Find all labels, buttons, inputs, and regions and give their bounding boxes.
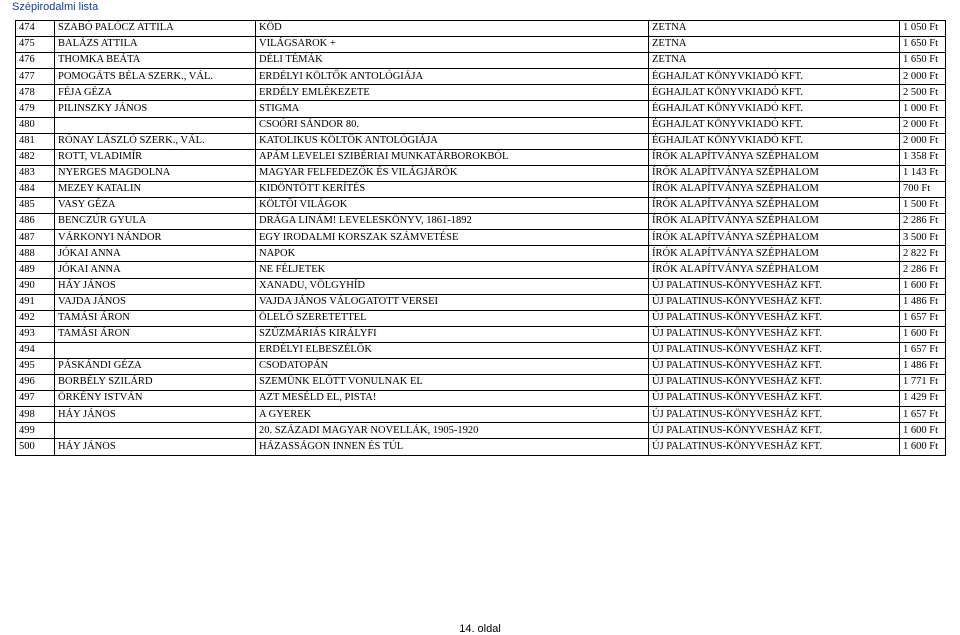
- title-cell: A GYEREK: [256, 407, 649, 423]
- table-row: [16, 101, 946, 117]
- price-cell: 1 657 Ft: [900, 407, 946, 423]
- document-header-title: Szépirodalmi lista: [12, 1, 99, 13]
- title-cell: VILÁGSAROK +: [256, 37, 649, 53]
- table-row: [16, 278, 946, 294]
- author-cell: [55, 342, 256, 358]
- title-cell: 20. SZÁZADI MAGYAR NOVELLÁK, 1905-1920: [256, 423, 649, 439]
- price-cell: 1 650 Ft: [900, 53, 946, 69]
- table-row: [16, 21, 946, 37]
- author-cell: VAJDA JÁNOS: [55, 294, 256, 310]
- row-number-cell: 476: [16, 53, 55, 69]
- publisher-cell: ÍRÓK ALAPÍTVÁNYA SZÉPHALOM: [649, 262, 900, 278]
- publisher-cell: ÍRÓK ALAPÍTVÁNYA SZÉPHALOM: [649, 165, 900, 181]
- price-cell: 1 600 Ft: [900, 423, 946, 439]
- table-row: [16, 342, 946, 358]
- row-number-cell: 480: [16, 117, 55, 133]
- author-cell: MEZEY KATALIN: [55, 181, 256, 197]
- author-cell: BALÁZS ATTILA: [55, 37, 256, 53]
- table-row: [16, 246, 946, 262]
- row-number-cell: 497: [16, 391, 55, 407]
- price-cell: 1 358 Ft: [900, 149, 946, 165]
- page-number: 14. oldal: [459, 623, 501, 635]
- publisher-cell: ZETNA: [649, 53, 900, 69]
- row-number-cell: 495: [16, 358, 55, 374]
- price-cell: 700 Ft: [900, 181, 946, 197]
- price-cell: 1 486 Ft: [900, 358, 946, 374]
- price-cell: 2 000 Ft: [900, 117, 946, 133]
- row-number-cell: 496: [16, 375, 55, 391]
- title-cell: MAGYAR FELFEDEZŐK ÉS VILÁGJÁRÓK: [256, 165, 649, 181]
- price-cell: 2 500 Ft: [900, 85, 946, 101]
- row-number-cell: 481: [16, 133, 55, 149]
- table-row: [16, 53, 946, 69]
- table-row: [16, 391, 946, 407]
- author-cell: THOMKA BEÁTA: [55, 53, 256, 69]
- author-cell: ROTT, VLADIMÍR: [55, 149, 256, 165]
- row-number-cell: 493: [16, 326, 55, 342]
- price-cell: 2 822 Ft: [900, 246, 946, 262]
- publisher-cell: ÚJ PALATINUS-KÖNYVESHÁZ KFT.: [649, 439, 900, 455]
- row-number-cell: 478: [16, 85, 55, 101]
- table-row: [16, 214, 946, 230]
- row-number-cell: 477: [16, 69, 55, 85]
- title-cell: KATOLIKUS KÖLTŐK ANTOLÓGIÁJA: [256, 133, 649, 149]
- row-number-cell: 487: [16, 230, 55, 246]
- price-cell: 2 000 Ft: [900, 69, 946, 85]
- title-cell: XANADU, VÖLGYHÍD: [256, 278, 649, 294]
- publisher-cell: ÚJ PALATINUS-KÖNYVESHÁZ KFT.: [649, 375, 900, 391]
- title-cell: NE FÉLJETEK: [256, 262, 649, 278]
- table-row: [16, 294, 946, 310]
- author-cell: HÁY JÁNOS: [55, 439, 256, 455]
- title-cell: SZŰZMÁRIÁS KIRÁLYFI: [256, 326, 649, 342]
- author-cell: BORBÉLY SZILÁRD: [55, 375, 256, 391]
- author-cell: JÓKAI ANNA: [55, 246, 256, 262]
- title-cell: ÖLELŐ SZERETETTEL: [256, 310, 649, 326]
- title-cell: APÁM LEVELEI SZIBÉRIAI MUNKATÁRBOROKBÓL: [256, 149, 649, 165]
- book-catalog-table: [15, 20, 946, 456]
- price-cell: 1 500 Ft: [900, 198, 946, 214]
- price-cell: 2 286 Ft: [900, 262, 946, 278]
- price-cell: 1 429 Ft: [900, 391, 946, 407]
- row-number-cell: 500: [16, 439, 55, 455]
- price-cell: 1 600 Ft: [900, 439, 946, 455]
- table-row: [16, 165, 946, 181]
- price-cell: 1 050 Ft: [900, 21, 946, 37]
- price-cell: 1 600 Ft: [900, 326, 946, 342]
- table-row: [16, 230, 946, 246]
- table-row: [16, 133, 946, 149]
- title-cell: ERDÉLY EMLÉKEZETE: [256, 85, 649, 101]
- publisher-cell: ÍRÓK ALAPÍTVÁNYA SZÉPHALOM: [649, 181, 900, 197]
- table-row: [16, 181, 946, 197]
- title-cell: KIDÖNTÖTT KERÍTÉS: [256, 181, 649, 197]
- title-cell: KÖD: [256, 21, 649, 37]
- title-cell: DRÁGA LINÁM! LEVELESKÖNYV, 1861-1892: [256, 214, 649, 230]
- table-row: [16, 117, 946, 133]
- price-cell: 3 500 Ft: [900, 230, 946, 246]
- title-cell: CSODATOPÁN: [256, 358, 649, 374]
- price-cell: 1 600 Ft: [900, 278, 946, 294]
- author-cell: ÖRKÉNY ISTVÁN: [55, 391, 256, 407]
- author-cell: FÉJA GÉZA: [55, 85, 256, 101]
- author-cell: TAMÁSI ÁRON: [55, 326, 256, 342]
- catalog-body: [16, 21, 946, 456]
- title-cell: SZEMÜNK ELŐTT VONULNAK EL: [256, 375, 649, 391]
- author-cell: POMOGÁTS BÉLA SZERK., VÁL.: [55, 69, 256, 85]
- publisher-cell: ÍRÓK ALAPÍTVÁNYA SZÉPHALOM: [649, 246, 900, 262]
- row-number-cell: 490: [16, 278, 55, 294]
- author-cell: TAMÁSI ÁRON: [55, 310, 256, 326]
- row-number-cell: 475: [16, 37, 55, 53]
- table-row: [16, 69, 946, 85]
- publisher-cell: ÚJ PALATINUS-KÖNYVESHÁZ KFT.: [649, 423, 900, 439]
- author-cell: [55, 423, 256, 439]
- title-cell: CSOÓRI SÁNDOR 80.: [256, 117, 649, 133]
- row-number-cell: 488: [16, 246, 55, 262]
- publisher-cell: ÉGHAJLAT KÖNYVKIADÓ KFT.: [649, 85, 900, 101]
- row-number-cell: 498: [16, 407, 55, 423]
- author-cell: BENCZÚR GYULA: [55, 214, 256, 230]
- publisher-cell: ÚJ PALATINUS-KÖNYVESHÁZ KFT.: [649, 294, 900, 310]
- price-cell: 1 143 Ft: [900, 165, 946, 181]
- publisher-cell: ÉGHAJLAT KÖNYVKIADÓ KFT.: [649, 133, 900, 149]
- publisher-cell: ÚJ PALATINUS-KÖNYVESHÁZ KFT.: [649, 407, 900, 423]
- row-number-cell: 483: [16, 165, 55, 181]
- table-row: [16, 326, 946, 342]
- row-number-cell: 482: [16, 149, 55, 165]
- table-row: [16, 149, 946, 165]
- author-cell: [55, 117, 256, 133]
- publisher-cell: ÍRÓK ALAPÍTVÁNYA SZÉPHALOM: [649, 214, 900, 230]
- row-number-cell: 492: [16, 310, 55, 326]
- table-row: [16, 358, 946, 374]
- author-cell: JÓKAI ANNA: [55, 262, 256, 278]
- price-cell: 1 650 Ft: [900, 37, 946, 53]
- table-row: [16, 439, 946, 455]
- row-number-cell: 494: [16, 342, 55, 358]
- author-cell: HÁY JÁNOS: [55, 278, 256, 294]
- publisher-cell: ÚJ PALATINUS-KÖNYVESHÁZ KFT.: [649, 278, 900, 294]
- publisher-cell: ÚJ PALATINUS-KÖNYVESHÁZ KFT.: [649, 358, 900, 374]
- publisher-cell: ÉGHAJLAT KÖNYVKIADÓ KFT.: [649, 101, 900, 117]
- author-cell: PILINSZKY JÁNOS: [55, 101, 256, 117]
- publisher-cell: ÍRÓK ALAPÍTVÁNYA SZÉPHALOM: [649, 230, 900, 246]
- author-cell: NYERGES MAGDOLNA: [55, 165, 256, 181]
- table-row: [16, 407, 946, 423]
- table-row: [16, 423, 946, 439]
- row-number-cell: 491: [16, 294, 55, 310]
- publisher-cell: ÍRÓK ALAPÍTVÁNYA SZÉPHALOM: [649, 198, 900, 214]
- price-cell: 1 000 Ft: [900, 101, 946, 117]
- title-cell: ERDÉLYI ELBESZÉLŐK: [256, 342, 649, 358]
- row-number-cell: 499: [16, 423, 55, 439]
- price-cell: 1 771 Ft: [900, 375, 946, 391]
- table-row: [16, 310, 946, 326]
- publisher-cell: ÚJ PALATINUS-KÖNYVESHÁZ KFT.: [649, 310, 900, 326]
- title-cell: NAPOK: [256, 246, 649, 262]
- publisher-cell: ÚJ PALATINUS-KÖNYVESHÁZ KFT.: [649, 326, 900, 342]
- author-cell: HÁY JÁNOS: [55, 407, 256, 423]
- price-cell: 1 486 Ft: [900, 294, 946, 310]
- table-row: [16, 262, 946, 278]
- table-row: [16, 375, 946, 391]
- title-cell: EGY IRODALMI KORSZAK SZÁMVETÉSE: [256, 230, 649, 246]
- title-cell: STIGMA: [256, 101, 649, 117]
- price-cell: 1 657 Ft: [900, 342, 946, 358]
- table-row: [16, 37, 946, 53]
- table-row: [16, 198, 946, 214]
- row-number-cell: 489: [16, 262, 55, 278]
- row-number-cell: 486: [16, 214, 55, 230]
- author-cell: PÁSKÁNDI GÉZA: [55, 358, 256, 374]
- publisher-cell: ÉGHAJLAT KÖNYVKIADÓ KFT.: [649, 117, 900, 133]
- author-cell: VÁRKONYI NÁNDOR: [55, 230, 256, 246]
- publisher-cell: ZETNA: [649, 37, 900, 53]
- publisher-cell: ÚJ PALATINUS-KÖNYVESHÁZ KFT.: [649, 391, 900, 407]
- publisher-cell: ÉGHAJLAT KÖNYVKIADÓ KFT.: [649, 69, 900, 85]
- title-cell: HÁZASSÁGON INNEN ÉS TÚL: [256, 439, 649, 455]
- title-cell: ERDÉLYI KÖLTŐK ANTOLÓGIÁJA: [256, 69, 649, 85]
- author-cell: SZABÓ PALÓCZ ATTILA: [55, 21, 256, 37]
- author-cell: VASY GÉZA: [55, 198, 256, 214]
- row-number-cell: 484: [16, 181, 55, 197]
- title-cell: VAJDA JÁNOS VÁLOGATOTT VERSEI: [256, 294, 649, 310]
- row-number-cell: 474: [16, 21, 55, 37]
- title-cell: AZT MESÉLD EL, PISTA!: [256, 391, 649, 407]
- title-cell: KÖLTŐI VILÁGOK: [256, 198, 649, 214]
- publisher-cell: ÚJ PALATINUS-KÖNYVESHÁZ KFT.: [649, 342, 900, 358]
- price-cell: 2 286 Ft: [900, 214, 946, 230]
- row-number-cell: 479: [16, 101, 55, 117]
- row-number-cell: 485: [16, 198, 55, 214]
- author-cell: RÓNAY LÁSZLÓ SZERK., VÁL.: [55, 133, 256, 149]
- table-row: [16, 85, 946, 101]
- publisher-cell: ÍRÓK ALAPÍTVÁNYA SZÉPHALOM: [649, 149, 900, 165]
- title-cell: DÉLI TÉMÁK: [256, 53, 649, 69]
- publisher-cell: ZETNA: [649, 21, 900, 37]
- price-cell: 1 657 Ft: [900, 310, 946, 326]
- price-cell: 2 000 Ft: [900, 133, 946, 149]
